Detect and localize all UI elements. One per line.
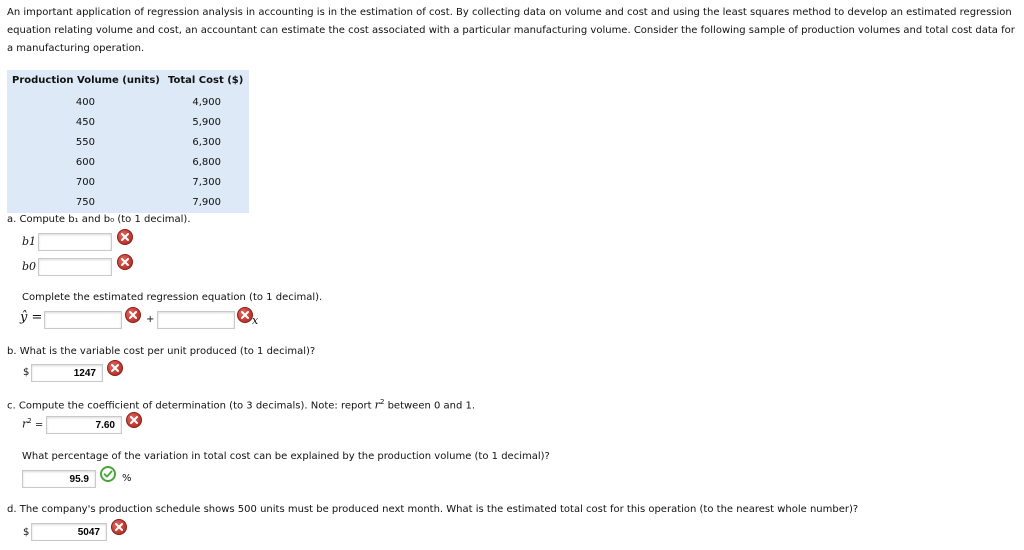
part-c-question-pre: c. Compute the coefficient of determination (to 3 decimals). Note: report — [7, 400, 375, 412]
table-cell: 4,900 — [192, 97, 221, 108]
column-header-cost: Total Cost ($) — [168, 75, 244, 86]
estimated-cost-input[interactable] — [31, 523, 107, 541]
incorrect-x-icon — [126, 412, 142, 428]
r2-equals: = — [34, 419, 44, 431]
r2-symbol: r — [22, 417, 28, 431]
correct-check-icon — [100, 466, 116, 482]
incorrect-x-icon — [117, 254, 133, 270]
incorrect-x-icon — [117, 229, 133, 245]
part-c-question-post: between 0 and 1. — [384, 400, 476, 412]
currency-symbol: $ — [23, 367, 30, 378]
table-cell: 450 — [75, 117, 95, 128]
part-d-question: d. The company's production schedule shows 500 units must be produced next month. What is the estimated total cost for this operation (to the nearest whole number)? — [7, 504, 859, 515]
table-cell: 5,900 — [192, 117, 221, 128]
table-cell: 550 — [75, 137, 95, 148]
percent-sign: % — [122, 473, 132, 484]
part-c-r-symbol: r — [374, 398, 380, 412]
x-variable-label: x — [252, 314, 259, 327]
table-cell: 6,300 — [192, 137, 221, 148]
incorrect-x-icon — [237, 307, 253, 323]
equation-instruction: Complete the estimated regression equation (to 1 decimal). — [22, 292, 323, 303]
b0-input[interactable] — [38, 258, 112, 276]
plus-sign: + — [146, 314, 155, 325]
r2-exponent: 2 — [27, 417, 32, 425]
percentage-input[interactable] — [22, 470, 96, 488]
equation-slope-input[interactable] — [157, 311, 235, 329]
incorrect-x-icon — [125, 307, 141, 323]
currency-symbol: $ — [23, 527, 30, 538]
variable-cost-input[interactable] — [31, 364, 103, 382]
r2-input[interactable] — [46, 416, 122, 434]
data-table — [7, 70, 249, 213]
percentage-question: What percentage of the variation in total cost can be explained by the production volume (to 1 decimal)? — [22, 451, 550, 462]
table-cell: 400 — [75, 97, 95, 108]
incorrect-x-icon — [107, 360, 123, 376]
incorrect-x-icon — [111, 519, 127, 535]
b0-label: b0 — [22, 260, 37, 273]
table-cell: 7,300 — [192, 177, 221, 188]
b1-label: b1 — [22, 235, 37, 248]
table-cell: 7,900 — [192, 197, 221, 208]
y-hat-label: ŷ = — [20, 310, 43, 325]
table-cell: 750 — [75, 197, 95, 208]
part-a-question: a. Compute b₁ and b₀ (to 1 decimal). — [7, 214, 191, 225]
part-b-question: b. What is the variable cost per unit produced (to 1 decimal)? — [7, 346, 316, 357]
table-cell: 6,800 — [192, 157, 221, 168]
table-cell: 700 — [75, 177, 95, 188]
column-header-volume: Production Volume (units) — [12, 75, 160, 86]
b1-input[interactable] — [38, 233, 112, 251]
r2-label — [22, 417, 43, 430]
equation-constant-input[interactable] — [44, 311, 122, 329]
part-c-question — [7, 398, 475, 411]
table-cell: 600 — [75, 157, 95, 168]
problem-intro: An important application of regression analysis in accounting is in the estimation of cost. By collecting data on volume and cost and using the least squares method to develop an estimated regression equation relating volume and cost, an accountant can estimate the cost associated with a particular manufacturing volume. Consider the following sample of production volumes and total cost data for a manufacturing operation. — [7, 7, 1015, 54]
part-c-r-exponent: 2 — [379, 398, 385, 406]
